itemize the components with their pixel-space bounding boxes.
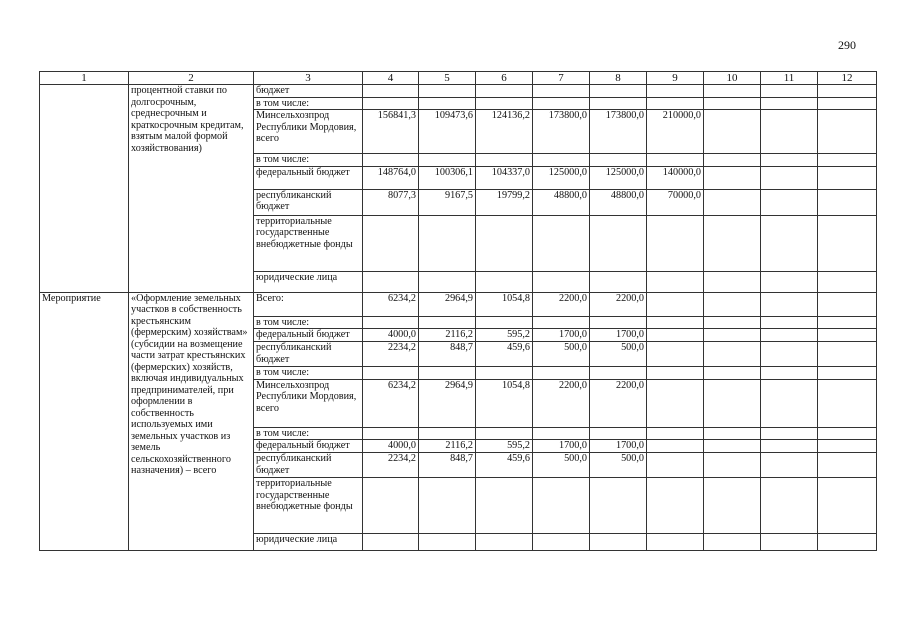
value-cell <box>704 215 761 271</box>
value-cell <box>476 97 533 110</box>
value-cell <box>818 440 877 453</box>
value-cell <box>704 189 761 215</box>
value-cell <box>704 478 761 534</box>
value-cell: 1700,0 <box>590 329 647 342</box>
funding-source-label: территориальные государственные внебюджетные фонды <box>254 215 363 271</box>
value-cell <box>419 154 476 167</box>
value-cell <box>647 85 704 98</box>
value-cell <box>818 215 877 271</box>
value-cell <box>647 440 704 453</box>
value-cell <box>761 478 818 534</box>
value-cell <box>533 427 590 440</box>
value-cell <box>818 316 877 329</box>
value-cell <box>419 534 476 551</box>
value-cell <box>647 342 704 367</box>
value-cell <box>476 316 533 329</box>
value-cell <box>818 342 877 367</box>
row-type-cell <box>40 85 129 293</box>
value-cell: 124136,2 <box>476 110 533 154</box>
funding-source-label: территориальные государственные внебюджетные фонды <box>254 478 363 534</box>
value-cell: 2200,0 <box>590 292 647 316</box>
value-cell: 500,0 <box>590 453 647 478</box>
column-header: 6 <box>476 72 533 85</box>
value-cell <box>476 271 533 292</box>
value-cell <box>533 215 590 271</box>
value-cell <box>761 534 818 551</box>
value-cell <box>761 292 818 316</box>
value-cell <box>419 215 476 271</box>
value-cell <box>419 427 476 440</box>
value-cell: 6234,2 <box>363 292 419 316</box>
value-cell <box>761 329 818 342</box>
column-header: 10 <box>704 72 761 85</box>
value-cell: 4000,0 <box>363 440 419 453</box>
column-header: 8 <box>590 72 647 85</box>
funding-source-label: республиканский бюджет <box>254 342 363 367</box>
value-cell <box>647 97 704 110</box>
value-cell: 2200,0 <box>533 379 590 427</box>
value-cell <box>419 316 476 329</box>
value-cell: 48800,0 <box>533 189 590 215</box>
funding-source-label: Минсельхозпрод Республики Мордовия, всего <box>254 379 363 427</box>
value-cell: 1054,8 <box>476 379 533 427</box>
value-cell: 48800,0 <box>590 189 647 215</box>
column-header: 12 <box>818 72 877 85</box>
value-cell: 109473,6 <box>419 110 476 154</box>
value-cell <box>533 534 590 551</box>
column-header: 11 <box>761 72 818 85</box>
value-cell <box>704 427 761 440</box>
value-cell: 1700,0 <box>590 440 647 453</box>
financing-table <box>39 71 877 551</box>
value-cell <box>363 97 419 110</box>
value-cell <box>363 478 419 534</box>
value-cell: 500,0 <box>533 342 590 367</box>
page-number: 290 <box>838 38 856 52</box>
table-row <box>40 85 877 98</box>
value-cell: 148764,0 <box>363 166 419 189</box>
value-cell <box>704 166 761 189</box>
value-cell: 595,2 <box>476 329 533 342</box>
value-cell <box>476 154 533 167</box>
value-cell <box>590 367 647 380</box>
value-cell <box>419 271 476 292</box>
value-cell: 140000,0 <box>647 166 704 189</box>
value-cell <box>761 427 818 440</box>
value-cell: 2234,2 <box>363 342 419 367</box>
value-cell <box>533 478 590 534</box>
header-row <box>40 72 877 85</box>
value-cell <box>818 110 877 154</box>
value-cell <box>590 478 647 534</box>
value-cell: 2200,0 <box>590 379 647 427</box>
value-cell <box>647 215 704 271</box>
value-cell: 459,6 <box>476 453 533 478</box>
value-cell <box>704 154 761 167</box>
value-cell <box>476 367 533 380</box>
value-cell <box>818 85 877 98</box>
value-cell <box>704 97 761 110</box>
value-cell <box>761 215 818 271</box>
value-cell <box>818 292 877 316</box>
value-cell <box>590 154 647 167</box>
value-cell <box>476 534 533 551</box>
value-cell: 2234,2 <box>363 453 419 478</box>
value-cell <box>647 453 704 478</box>
value-cell <box>647 271 704 292</box>
value-cell <box>419 478 476 534</box>
value-cell <box>761 453 818 478</box>
funding-source-label: федеральный бюджет <box>254 166 363 189</box>
value-cell: 100306,1 <box>419 166 476 189</box>
value-cell <box>818 154 877 167</box>
value-cell <box>647 367 704 380</box>
value-cell <box>647 154 704 167</box>
value-cell <box>647 478 704 534</box>
funding-source-label: федеральный бюджет <box>254 440 363 453</box>
measure-description: процентной ставки по долгосрочным, среднесрочным и краткосрочным кредитам, взятым малой формой хозяйствования) <box>129 85 254 293</box>
value-cell <box>363 534 419 551</box>
value-cell <box>704 440 761 453</box>
value-cell <box>419 367 476 380</box>
value-cell <box>818 534 877 551</box>
funding-source-label: юридические лица <box>254 534 363 551</box>
value-cell <box>818 367 877 380</box>
value-cell <box>533 367 590 380</box>
row-type-cell: Мероприятие <box>40 292 129 551</box>
value-cell: 2964,9 <box>419 292 476 316</box>
value-cell <box>704 85 761 98</box>
value-cell <box>590 534 647 551</box>
value-cell <box>818 453 877 478</box>
funding-source-label: республиканский бюджет <box>254 453 363 478</box>
value-cell: 848,7 <box>419 342 476 367</box>
value-cell <box>704 110 761 154</box>
value-cell <box>647 534 704 551</box>
value-cell <box>704 367 761 380</box>
value-cell: 2964,9 <box>419 379 476 427</box>
value-cell <box>533 97 590 110</box>
value-cell: 2200,0 <box>533 292 590 316</box>
value-cell <box>818 379 877 427</box>
value-cell: 6234,2 <box>363 379 419 427</box>
value-cell: 2116,2 <box>419 440 476 453</box>
value-cell <box>761 97 818 110</box>
column-header: 5 <box>419 72 476 85</box>
value-cell: 173800,0 <box>590 110 647 154</box>
measure-description: «Оформление земельных участков в собственность крестьянским (фермерским) хозяйствам» (субсидии на возмещение части затрат крестьянских (фермерских) хозяйств, включая индивидуальных предпринимателей, при оформлении в собственность используемых ими земельных участков из земель сельскохозяйственного назначения) – всего <box>129 292 254 551</box>
value-cell <box>761 271 818 292</box>
value-cell <box>363 85 419 98</box>
value-cell <box>419 97 476 110</box>
value-cell: 4000,0 <box>363 329 419 342</box>
column-header: 7 <box>533 72 590 85</box>
value-cell: 500,0 <box>590 342 647 367</box>
value-cell <box>761 367 818 380</box>
value-cell <box>647 329 704 342</box>
value-cell <box>419 85 476 98</box>
funding-source-label: в том числе: <box>254 316 363 329</box>
column-header: 9 <box>647 72 704 85</box>
value-cell <box>363 427 419 440</box>
column-header: 2 <box>129 72 254 85</box>
value-cell: 104337,0 <box>476 166 533 189</box>
funding-source-label: республиканский бюджет <box>254 189 363 215</box>
funding-source-label: в том числе: <box>254 154 363 167</box>
value-cell <box>476 427 533 440</box>
table-row <box>40 292 877 316</box>
value-cell <box>476 85 533 98</box>
value-cell <box>761 379 818 427</box>
column-header: 1 <box>40 72 129 85</box>
value-cell <box>761 110 818 154</box>
value-cell <box>590 215 647 271</box>
value-cell <box>818 478 877 534</box>
funding-source-label: юридические лица <box>254 271 363 292</box>
column-header: 4 <box>363 72 419 85</box>
funding-source-label: в том числе: <box>254 427 363 440</box>
value-cell <box>818 427 877 440</box>
value-cell <box>647 427 704 440</box>
value-cell <box>761 189 818 215</box>
funding-source-label: в том числе: <box>254 97 363 110</box>
value-cell: 125000,0 <box>533 166 590 189</box>
value-cell <box>704 379 761 427</box>
funding-source-label: бюджет <box>254 85 363 98</box>
value-cell: 1054,8 <box>476 292 533 316</box>
value-cell <box>363 215 419 271</box>
value-cell <box>363 367 419 380</box>
value-cell <box>590 271 647 292</box>
value-cell: 8077,3 <box>363 189 419 215</box>
value-cell <box>818 271 877 292</box>
funding-source-label: Минсельхозпрод Республики Мордовия, всего <box>254 110 363 154</box>
value-cell <box>704 534 761 551</box>
value-cell <box>761 85 818 98</box>
value-cell <box>363 316 419 329</box>
value-cell: 70000,0 <box>647 189 704 215</box>
value-cell <box>704 316 761 329</box>
value-cell <box>761 154 818 167</box>
value-cell <box>476 215 533 271</box>
column-header: 3 <box>254 72 363 85</box>
value-cell <box>647 379 704 427</box>
value-cell <box>761 316 818 329</box>
value-cell: 210000,0 <box>647 110 704 154</box>
value-cell: 500,0 <box>533 453 590 478</box>
value-cell: 595,2 <box>476 440 533 453</box>
value-cell <box>533 316 590 329</box>
value-cell <box>704 271 761 292</box>
value-cell <box>647 316 704 329</box>
value-cell <box>761 166 818 189</box>
value-cell <box>818 329 877 342</box>
value-cell <box>533 85 590 98</box>
value-cell: 459,6 <box>476 342 533 367</box>
funding-source-label: в том числе: <box>254 367 363 380</box>
value-cell <box>818 166 877 189</box>
value-cell: 2116,2 <box>419 329 476 342</box>
value-cell <box>590 97 647 110</box>
value-cell: 9167,5 <box>419 189 476 215</box>
value-cell <box>476 478 533 534</box>
funding-source-label: федеральный бюджет <box>254 329 363 342</box>
value-cell <box>704 453 761 478</box>
value-cell <box>363 271 419 292</box>
value-cell: 156841,3 <box>363 110 419 154</box>
value-cell: 173800,0 <box>533 110 590 154</box>
value-cell <box>704 329 761 342</box>
value-cell: 125000,0 <box>590 166 647 189</box>
value-cell <box>647 292 704 316</box>
value-cell <box>704 342 761 367</box>
value-cell <box>704 292 761 316</box>
value-cell <box>761 342 818 367</box>
value-cell <box>533 271 590 292</box>
value-cell: 848,7 <box>419 453 476 478</box>
value-cell: 19799,2 <box>476 189 533 215</box>
value-cell <box>818 189 877 215</box>
value-cell <box>363 154 419 167</box>
funding-source-label: Всего: <box>254 292 363 316</box>
value-cell <box>818 97 877 110</box>
value-cell: 1700,0 <box>533 440 590 453</box>
value-cell <box>590 316 647 329</box>
value-cell <box>533 154 590 167</box>
value-cell: 1700,0 <box>533 329 590 342</box>
value-cell <box>590 85 647 98</box>
value-cell <box>761 440 818 453</box>
value-cell <box>590 427 647 440</box>
